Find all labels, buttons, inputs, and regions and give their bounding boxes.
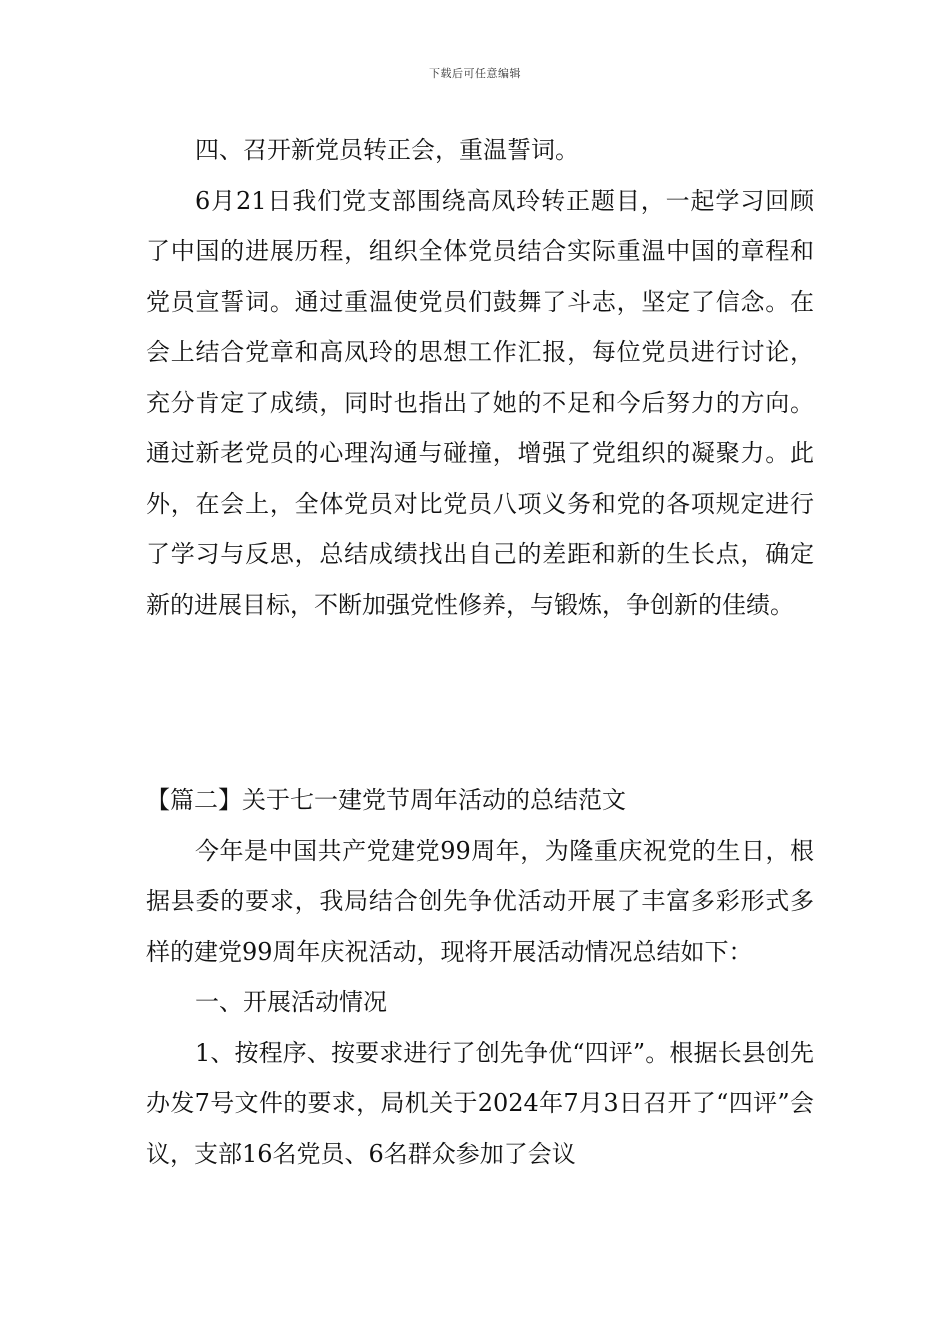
section-meeting bbox=[146, 125, 814, 630]
section-heading: 四、召开新党员转正会，重温誓词。 bbox=[195, 136, 579, 164]
intro-paragraph: 今年是中国共产党建党99周年，为隆重庆祝党的生日，根据县委的要求，我局结合创先争优活动开展了丰富多彩形式多样的建党99周年庆祝活动，现将开展活动情况总结如下： bbox=[146, 836, 814, 966]
article-title: 【篇二】关于七一建党节周年活动的总结范文 bbox=[146, 786, 626, 814]
body-paragraph: 6月21日我们党支部围绕高凤玲转正题目，一起学习回顾了中国的进展历程，组织全体党员结合实际重温中国的章程和党员宣誓词。通过重温使党员们鼓舞了斗志，坚定了信念。在会上结合党章和高凤玲的思想工作汇报，每位党员进行讨论，充分肯定了成绩，同时也指出了她的不足和今后努力的方向。通过新老党员的心理沟通与碰撞，增强了党组织的凝聚力。此外，在会上，全体党员对比党员八项义务和党的各项规定进行了学习与反思，总结成绩找出自己的差距和新的生长点，确定新的进展目标，不断加强党性修养，与锻炼，争创新的佳绩。 bbox=[146, 186, 814, 619]
page-header: 下载后可任意编辑 bbox=[429, 67, 521, 80]
list-item: 1、按程序、按要求进行了创先争优“四评”。根据长县创先办发7号文件的要求，局机关于2024年7月3日召开了“四评”会议，支部16名党员、6名群众参加了会议 bbox=[146, 1038, 814, 1168]
subheading: 一、开展活动情况 bbox=[195, 988, 387, 1016]
section-article-two bbox=[146, 775, 814, 1179]
